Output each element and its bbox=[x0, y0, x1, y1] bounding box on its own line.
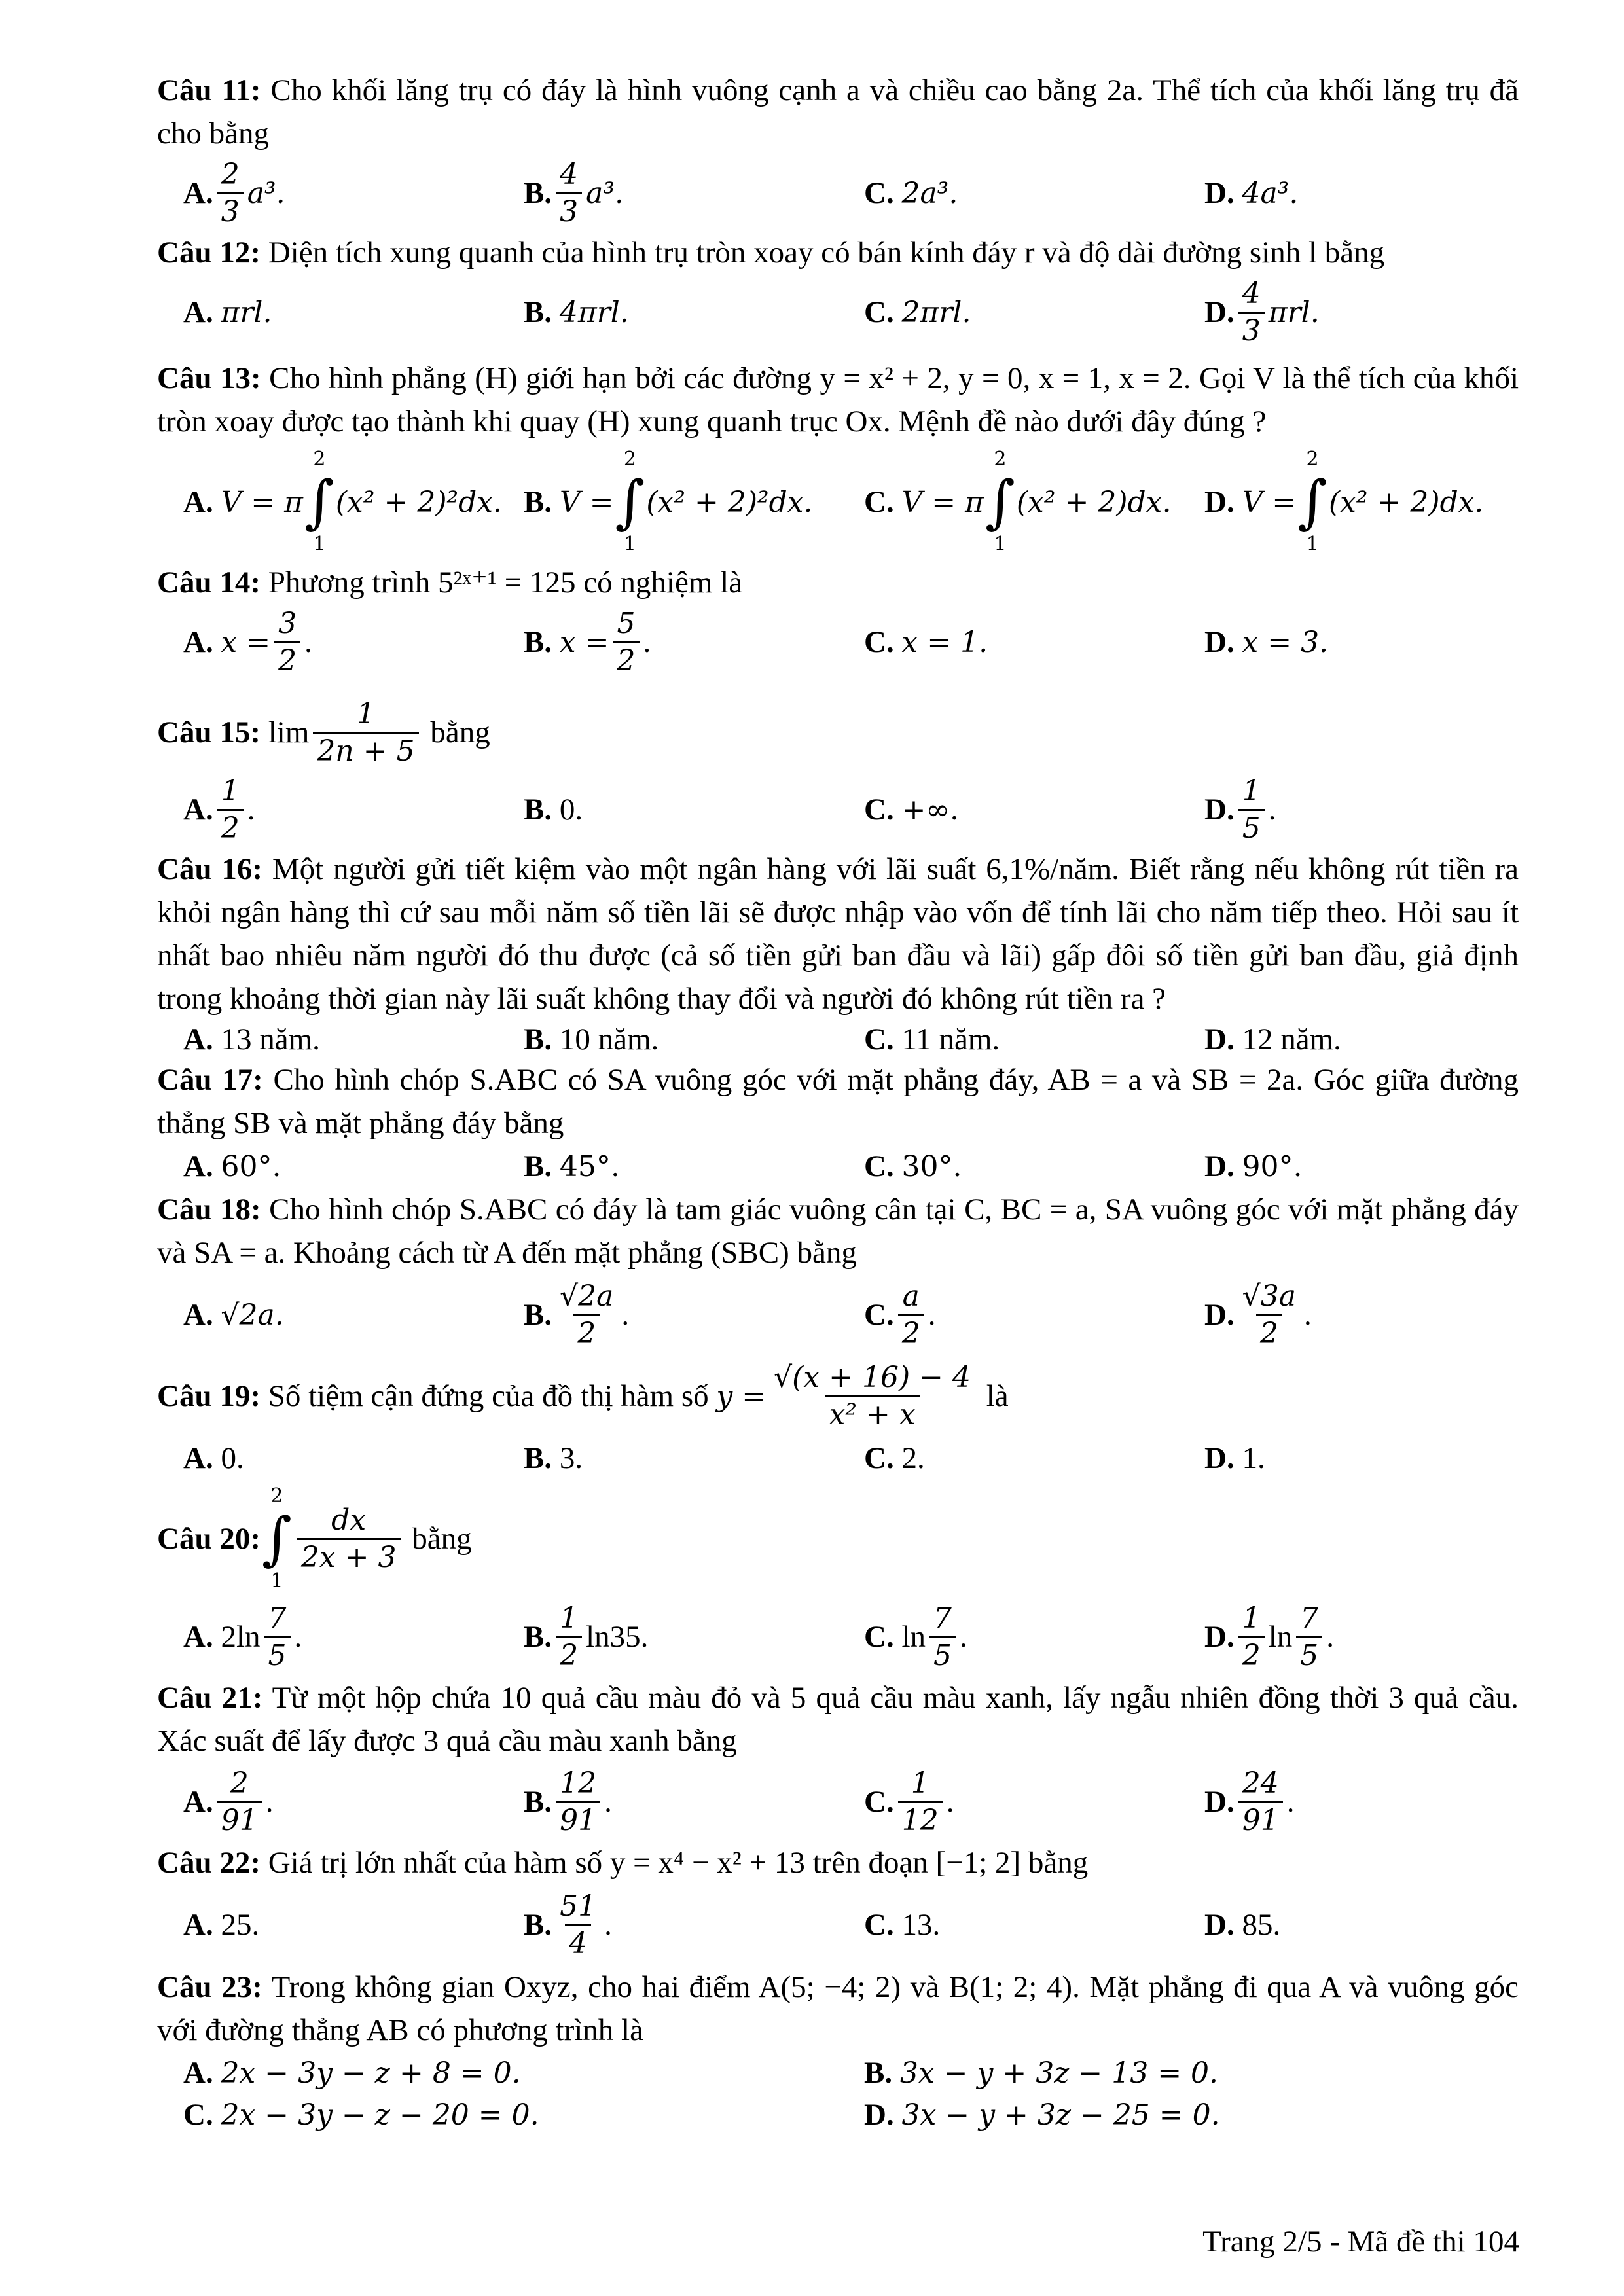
option-d[interactable]: D. 3x − y + 3z − 25 = 0. bbox=[864, 2098, 1220, 2132]
question-label: Câu 20: bbox=[157, 1522, 261, 1556]
option-c[interactable]: C. V = π 2 ∫ 1 (x² + 2)dx. bbox=[864, 448, 1172, 556]
option-a[interactable]: A. πrl. bbox=[183, 295, 272, 329]
option-d[interactable]: D. $\frac{√3a}{2}$ . bbox=[1204, 1279, 1312, 1350]
option-a[interactable]: A. $\frac{1}{2}$ . bbox=[183, 774, 255, 845]
question-text: Diện tích xung quanh của hình trụ tròn xoay có bán kính đáy r và độ dài đường sinh l bằng bbox=[268, 236, 1385, 270]
answer-row bbox=[157, 604, 1519, 680]
question-text: Phương trình 5²ˣ⁺¹ = 125 có nghiệm là bbox=[268, 565, 743, 600]
option-d[interactable]: D. x = 3. bbox=[1204, 625, 1329, 659]
answer-row bbox=[157, 274, 1519, 350]
option-d[interactable]: D. $\frac{1}{5}$ . bbox=[1204, 774, 1276, 845]
option-a[interactable]: A. 60°. bbox=[183, 1149, 281, 1183]
question-label: Câu 12: bbox=[157, 236, 261, 270]
option-d[interactable]: D. 12 năm. bbox=[1204, 1022, 1341, 1056]
option-d[interactable]: D. 1. bbox=[1204, 1441, 1265, 1475]
question-23 bbox=[157, 1965, 1519, 2136]
answer-row bbox=[157, 1763, 1519, 1841]
integral-sign: ∫ bbox=[261, 1505, 292, 1572]
question-text: Trong không gian Oxyz, cho hai điểm A(5; −4; 2) và B(1; 2; 4). Mặt phẳng đi qua A và vuông góc với đường thẳng AB có phương trình là bbox=[157, 1970, 1519, 2047]
answer-row bbox=[157, 1598, 1519, 1676]
option-a[interactable]: A. $\frac{2}{3}$ a³. bbox=[183, 157, 285, 228]
option-b[interactable]: B. 45°. bbox=[524, 1149, 620, 1183]
option-b[interactable]: B. $\frac{1}{2}$ ln35. bbox=[524, 1601, 649, 1672]
question-text: Cho khối lăng trụ có đáy là hình vuông cạnh a và chiều cao bằng 2a. Thể tích của khối lăng trụ đã cho bằng bbox=[157, 73, 1519, 151]
question-label: Câu 13: bbox=[157, 361, 261, 395]
option-b[interactable]: B. $\frac{51}{4}$ . bbox=[524, 1889, 612, 1960]
question-label: Câu 14: bbox=[157, 565, 261, 600]
option-d[interactable]: D. 4a³. bbox=[1204, 176, 1299, 210]
question-label: Câu 15: bbox=[157, 715, 261, 749]
question-14 bbox=[157, 561, 1519, 680]
question-text: Cho hình chóp S.ABC có SA vuông góc với mặt phẳng đáy, AB = a và SB = 2a. Góc giữa đường thẳng SB và mặt phẳng đáy bằng bbox=[157, 1063, 1519, 1140]
integral-sign: ∫ bbox=[615, 468, 645, 535]
question-label: Câu 19: bbox=[157, 1379, 261, 1413]
answer-row bbox=[157, 1437, 1519, 1480]
option-b[interactable]: B. 0. bbox=[524, 793, 583, 827]
option-a[interactable]: A. 2x − 3y − z + 8 = 0. bbox=[183, 2056, 521, 2090]
option-a[interactable]: A. V = π 2 ∫ 1 (x² + 2)²dx. bbox=[183, 448, 503, 556]
option-a[interactable]: A. √2a. bbox=[183, 1298, 284, 1332]
option-c[interactable]: C. 11 năm. bbox=[864, 1022, 1000, 1056]
answer-row bbox=[157, 1884, 1519, 1965]
page-footer: Trang 2/5 - Mã đề thi 104 bbox=[1202, 2225, 1519, 2259]
question-label: Câu 17: bbox=[157, 1063, 263, 1097]
question-label: Câu 22: bbox=[157, 1846, 261, 1880]
option-d[interactable]: D. 90°. bbox=[1204, 1149, 1303, 1183]
option-d[interactable]: D. V = 2 ∫ 1 (x² + 2)dx. bbox=[1204, 448, 1484, 556]
question-11 bbox=[157, 69, 1519, 231]
option-b[interactable]: B. V = 2 ∫ 1 (x² + 2)²dx. bbox=[524, 448, 813, 556]
option-c[interactable]: C. 2. bbox=[864, 1441, 925, 1475]
answer-row bbox=[157, 155, 1519, 231]
option-b[interactable]: B. 10 năm. bbox=[524, 1022, 659, 1056]
question-15: Câu 15: lim $\frac{1}{2n + 5}$ bằng A. $\frac{1}{2}$ . B. 0. C. +∞. D. $\frac{1}{5}$ . bbox=[157, 693, 1519, 848]
option-c[interactable]: C. 2πrl. bbox=[864, 295, 971, 329]
option-a[interactable]: A. 0. bbox=[183, 1441, 244, 1475]
option-c[interactable]: C. x = 1. bbox=[864, 625, 988, 659]
question-13 bbox=[157, 357, 1519, 561]
question-18 bbox=[157, 1188, 1519, 1355]
option-a[interactable]: A. x = $\frac{3}{2}$ . bbox=[183, 606, 312, 677]
option-a[interactable]: A. $\frac{2}{91}$ . bbox=[183, 1766, 274, 1837]
question-20: Câu 20: 2 ∫ 1 $\frac{dx}{2x + 3}$ bằng A. 2ln $\frac{7}{5}$ . B. $\frac{1}{2}$ ln35. C. ln $\frac{7}{5}$ . D. $\frac{1}{2}$ ln $\frac{7}{5}$ . bbox=[157, 1480, 1519, 1676]
question-text: Giá trị lớn nhất của hàm số y = x⁴ − x² + 13 trên đoạn [−1; 2] bằng bbox=[268, 1846, 1089, 1880]
option-b[interactable]: B. 4πrl. bbox=[524, 295, 629, 329]
option-d[interactable]: D. $\frac{4}{3}$ πrl. bbox=[1204, 276, 1320, 348]
question-label: Câu 18: bbox=[157, 1193, 261, 1227]
answer-row bbox=[157, 2052, 1519, 2094]
option-a[interactable]: A. 2ln $\frac{7}{5}$ . bbox=[183, 1601, 302, 1672]
question-label: Câu 11: bbox=[157, 73, 261, 107]
question-text: Cho hình chóp S.ABC có đáy là tam giác vuông cân tại C, BC = a, SA vuông góc với mặt phẳng đáy và SA = a. Khoảng cách từ A đến mặt phẳng (SBC) bằng bbox=[157, 1193, 1519, 1270]
option-c[interactable]: C. 30°. bbox=[864, 1149, 962, 1183]
answer-row bbox=[157, 443, 1519, 561]
option-b[interactable]: B. $\frac{4}{3}$ a³. bbox=[524, 157, 624, 228]
exam-page bbox=[157, 69, 1519, 2136]
option-c[interactable]: C. +∞. bbox=[864, 793, 959, 827]
option-c[interactable]: C. $\frac{1}{12}$ . bbox=[864, 1766, 954, 1837]
option-c[interactable]: C. 2a³. bbox=[864, 176, 958, 210]
option-d[interactable]: D. 85. bbox=[1204, 1908, 1281, 1942]
question-text: Số tiệm cận đứng của đồ thị hàm số bbox=[268, 1379, 709, 1413]
option-a[interactable]: A. 13 năm. bbox=[183, 1022, 320, 1056]
question-17 bbox=[157, 1058, 1519, 1188]
option-d[interactable]: D. $\frac{24}{91}$ . bbox=[1204, 1766, 1295, 1837]
integral-sign: ∫ bbox=[304, 468, 334, 535]
option-b[interactable]: B. x = $\frac{5}{2}$ . bbox=[524, 606, 651, 677]
question-19: Câu 19: Số tiệm cận đứng của đồ thị hàm số y = $\frac{√(x + 16) - 4}{\text{x² + x}}$ là A. 0. B. 3. C. 2. D. 1. bbox=[157, 1355, 1519, 1480]
answer-row bbox=[157, 772, 1519, 848]
answer-row bbox=[157, 1020, 1519, 1058]
question-text: Từ một hộp chứa 10 quả cầu màu đỏ và 5 quả cầu màu xanh, lấy ngẫu nhiên đồng thời 3 quả cầu. Xác suất để lấy được 3 quả cầu màu xanh bằng bbox=[157, 1681, 1519, 1758]
option-b[interactable]: B. $\frac{√2a}{2}$ . bbox=[524, 1279, 630, 1350]
option-c[interactable]: C. $\frac{a}{2}$ . bbox=[864, 1279, 936, 1350]
option-b[interactable]: B. $\frac{12}{91}$ . bbox=[524, 1766, 612, 1837]
option-d[interactable]: D. $\frac{1}{2}$ ln $\frac{7}{5}$ . bbox=[1204, 1601, 1335, 1672]
answer-row bbox=[157, 2094, 1519, 2136]
question-16 bbox=[157, 848, 1519, 1058]
option-b[interactable]: B. 3. bbox=[524, 1441, 583, 1475]
option-c[interactable]: C. 13. bbox=[864, 1908, 941, 1942]
integral-sign: ∫ bbox=[985, 468, 1015, 535]
question-22 bbox=[157, 1841, 1519, 1965]
question-21 bbox=[157, 1676, 1519, 1841]
option-c[interactable]: C. ln $\frac{7}{5}$ . bbox=[864, 1601, 967, 1672]
question-label: Câu 21: bbox=[157, 1681, 263, 1715]
answer-row bbox=[157, 1145, 1519, 1188]
question-label: Câu 16: bbox=[157, 852, 263, 886]
answer-row bbox=[157, 1274, 1519, 1355]
question-12 bbox=[157, 231, 1519, 350]
option-c[interactable]: C. 2x − 3y − z − 20 = 0. bbox=[183, 2098, 539, 2132]
option-b[interactable]: B. 3x − y + 3z − 13 = 0. bbox=[864, 2056, 1219, 2090]
option-a[interactable]: A. 25. bbox=[183, 1908, 260, 1942]
question-text: Một người gửi tiết kiệm vào một ngân hàng với lãi suất 6,1%/năm. Biết rằng nếu không rút tiền ra khỏi ngân hàng thì cứ sau mỗi năm số tiền lãi sẽ được nhập vào vốn để tính lãi cho năm tiếp theo. Hỏi sau ít nhất bao nhiêu năm người đó thu được (cả số tiền gửi ban đầu và lãi) gấp đôi số tiền gửi ban đầu, giả định trong khoảng thời gian này lãi suất không thay đổi và người đó không rút tiền ra ? bbox=[157, 852, 1519, 1016]
integral-sign: ∫ bbox=[1297, 468, 1327, 535]
question-text: Cho hình phẳng (H) giới hạn bởi các đường y = x² + 2, y = 0, x = 1, x = 2. Gọi V là thể tích của khối tròn xoay được tạo thành khi quay (H) xung quanh trục Ox. Mệnh đề nào dưới đây đúng ? bbox=[157, 361, 1519, 439]
question-label: Câu 23: bbox=[157, 1970, 262, 2004]
